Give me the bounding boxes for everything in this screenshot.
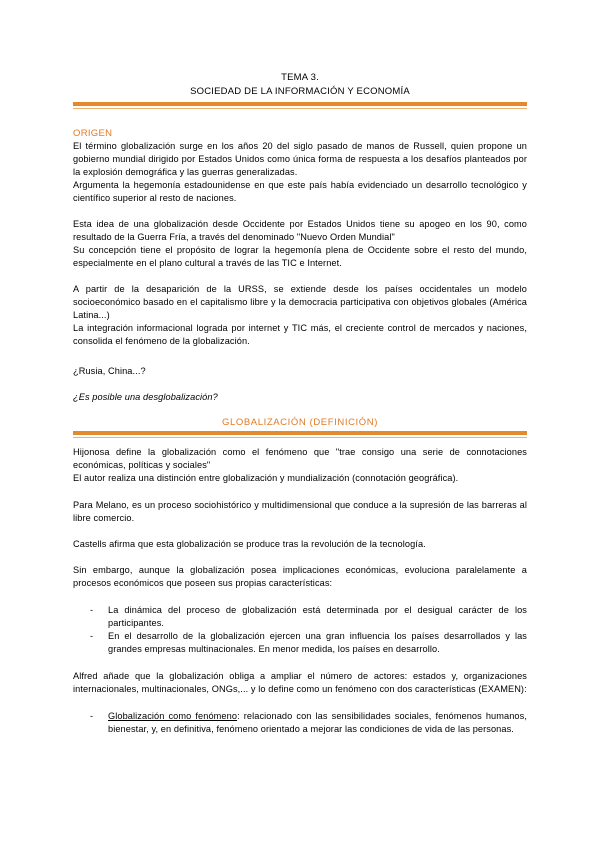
list-item: - Globalización como fenómeno: relacionado con las sensibilidades sociales, fenómenos humanos, bienestar, y, en definitiva, fenómeno orientado a mejorar las condiciones de vida de las personas. <box>90 711 527 734</box>
exam-list <box>73 710 527 736</box>
paragraph: A partir de la desaparición de la URSS, se extiende desde los países occidentales un modelo socioeconómico basado en el capitalismo libre y la democracia participativa con objetivos globales (América Latina...) <box>73 284 527 320</box>
title-divider-thin <box>73 108 527 109</box>
origen-question <box>73 365 527 378</box>
section-heading-globalizacion: GLOBALIZACIÓN (DEFINICIÓN) <box>221 417 378 428</box>
dash-bullet: - <box>90 711 94 721</box>
glob-block-3 <box>73 538 527 551</box>
origen-question-italic <box>73 391 527 404</box>
paragraph: El término globalización surge en los años 20 del siglo pasado de manos de Russell, quien propone un gobierno mundial dirigido por Estados Unidos como única forma de respuesta a los desafíos planteados por la explosión demográfica y las guerras generalizadas. <box>73 141 527 177</box>
paragraph: ¿Rusia, China...? <box>73 366 146 376</box>
section-divider <box>73 431 527 435</box>
origen-block-3 <box>73 283 527 348</box>
topic-label: TEMA 3. <box>281 72 319 83</box>
list-item: - La dinámica del proceso de globalización está determinada por el desigual carácter de los participantes. <box>90 605 527 628</box>
glob-block-5 <box>73 670 527 696</box>
paragraph: Castells afirma que esta globalización se produce tras la revolución de la tecnología. <box>73 539 426 549</box>
paragraph: Su concepción tiene el propósito de lograr la hegemonía plena de Occidente sobre el resto del mundo, especialmente en el plano cultural a través de las TIC e Internet. <box>73 245 527 268</box>
glob-block-1 <box>73 446 527 485</box>
paragraph: Sin embargo, aunque la globalización posea implicaciones económicas, evoluciona paralelamente a procesos económicos que poseen sus propias características: <box>73 565 527 588</box>
paragraph: Hijonosa define la globalización como el fenómeno que "trae consigo una serie de connotaciones económicas, políticas y sociales" <box>73 447 527 470</box>
paragraph: Esta idea de una globalización desde Occidente por Estados Unidos tiene su apogeo en los 90, como resultado de la Guerra Fría, a través del denominado "Nuevo Orden Mundial" <box>73 219 527 242</box>
paragraph: Para Melano, es un proceso sociohistórico y multidimensional que conduce a la supresión de las barreras al libre comercio. <box>73 500 527 523</box>
term-label: Globalización como fenómeno <box>108 711 238 721</box>
paragraph: Alfred añade que la globalización obliga a ampliar el número de actores: estados y, organizaciones internacionales, multinacionales, ONGs,... y lo define como un fenómeno con dos características (EXAMEN): <box>73 671 527 694</box>
title-divider <box>73 102 527 106</box>
dash-bullet: - <box>90 631 94 641</box>
paragraph: Argumenta la hegemonía estadounidense en que este país había evidenciado un desarrollo tecnológico y científico superior al resto de naciones. <box>73 180 527 203</box>
dash-bullet: - <box>90 605 94 615</box>
origen-block-1 <box>73 140 527 205</box>
section-divider-thin <box>73 437 527 438</box>
glob-block-4 <box>73 564 527 590</box>
paragraph: La integración informacional lograda por internet y TIC más, el creciente control de mercados y naciones, consolida el fenómeno de la globalización. <box>73 323 527 346</box>
origen-block-2 <box>73 218 527 270</box>
paragraph: El autor realiza una distinción entre globalización y mundialización (connotación geográfica). <box>73 473 459 483</box>
paragraph: ¿Es posible una desglobalización? <box>73 392 218 402</box>
list-item: - En el desarrollo de la globalización ejercen una gran influencia los países desarrollados y las grandes empresas multinacionales. En menor medida, los países en desarrollo. <box>90 631 527 654</box>
section-heading-origen: ORIGEN <box>73 128 113 139</box>
characteristics-list <box>73 604 527 656</box>
glob-block-2 <box>73 499 527 525</box>
page-title: SOCIEDAD DE LA INFORMACIÓN Y ECONOMÍA <box>190 86 410 97</box>
